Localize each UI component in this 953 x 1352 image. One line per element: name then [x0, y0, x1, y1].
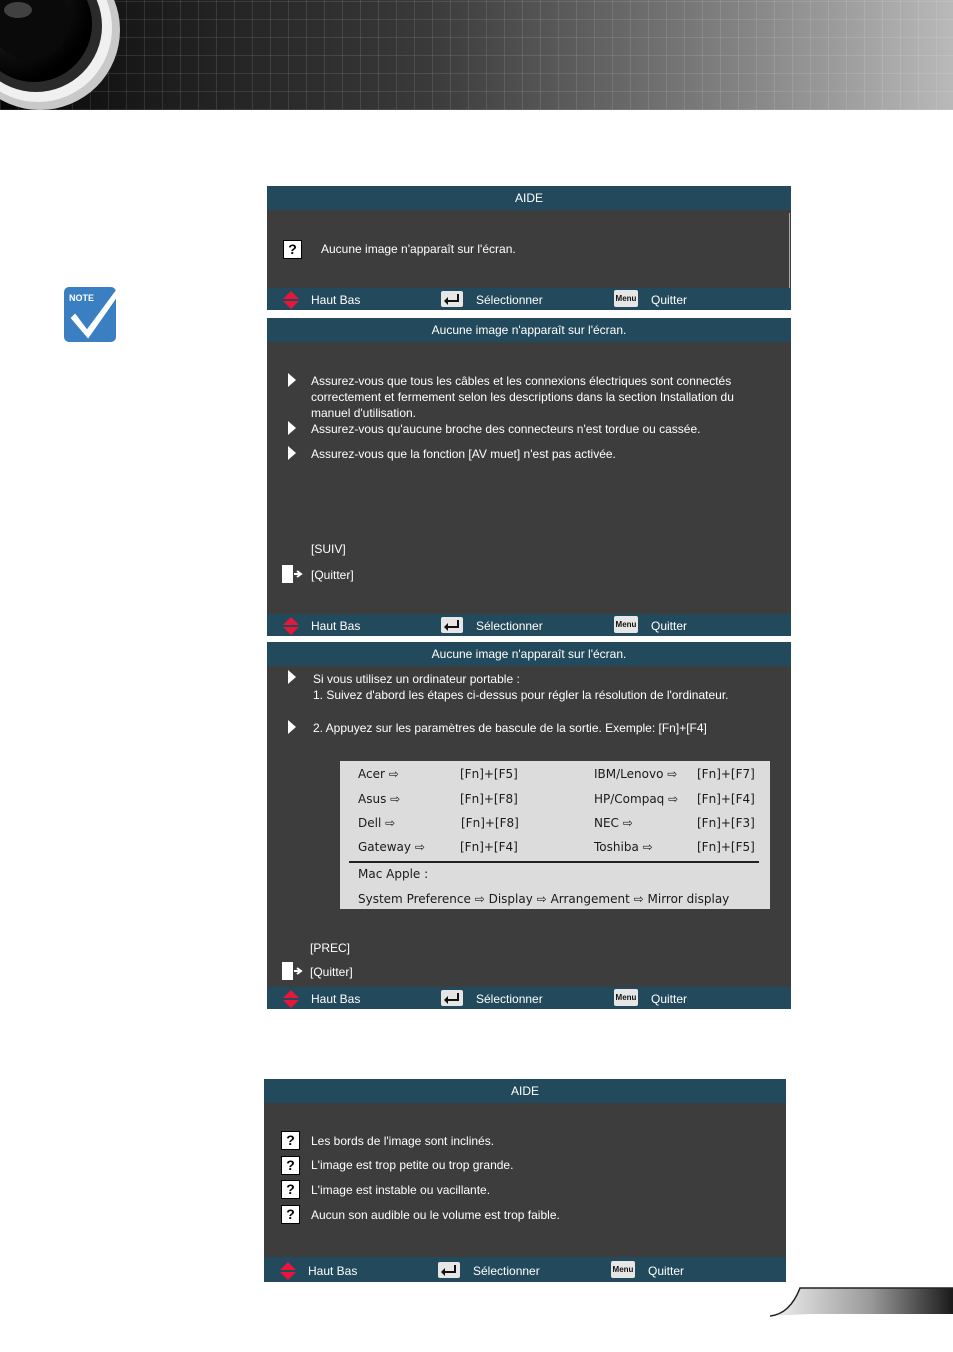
- bullet-arrow-icon: [288, 373, 296, 387]
- hotkey-table: [340, 761, 770, 909]
- menu-key-icon: Menu: [611, 1261, 635, 1278]
- bullet-arrow-icon: [288, 670, 296, 684]
- quit-link[interactable]: [Quitter]: [310, 965, 353, 979]
- table-cell: [Fn]+[F5]: [697, 840, 755, 854]
- nav-label: Haut Bas: [311, 992, 361, 1006]
- enter-key-icon: [441, 617, 463, 633]
- menu-key-icon: Menu: [614, 989, 638, 1006]
- question-icon: ?: [281, 1205, 300, 1224]
- footer-bar: [267, 987, 791, 1009]
- quit-label: Quitter: [648, 1264, 685, 1278]
- question-icon: ?: [281, 1131, 300, 1150]
- footer-bar: [267, 288, 791, 310]
- select-label: Sélectionner: [476, 619, 543, 633]
- table-cell: [Fn]+[F3]: [697, 816, 755, 830]
- up-down-icon: [283, 617, 299, 635]
- enter-key-icon: [441, 291, 463, 307]
- page-corner-tab: [770, 1284, 953, 1318]
- help-item[interactable]: Les bords de l'image sont inclinés.: [311, 1134, 495, 1148]
- quit-link[interactable]: [Quitter]: [311, 568, 354, 582]
- bullet-line: Assurez-vous que la fonction [AV muet] n'est pas activée.: [311, 447, 616, 461]
- footer-bar: [267, 614, 791, 636]
- bullet-arrow-icon: [288, 421, 296, 435]
- projector-lens-icon: [0, 0, 140, 110]
- mac-label: Mac Apple :: [358, 867, 429, 881]
- instruction-line: 2. Appuyez sur les paramètres de bascule de la sortie. Exemple: [Fn]+[F4]: [313, 721, 707, 735]
- bullet-line: Assurez-vous que tous les câbles et les connexions électriques sont connectés: [311, 374, 732, 388]
- menu-key-icon: Menu: [614, 290, 638, 307]
- no-image-panel-2: [267, 642, 791, 1009]
- panel-title: Aucune image n'apparaît sur l'écran.: [267, 642, 791, 666]
- table-cell: Asus ⇨: [358, 792, 401, 806]
- enter-key-icon: [441, 990, 463, 1006]
- header-banner: [0, 0, 953, 110]
- bullet-arrow-icon: [288, 720, 296, 734]
- exit-icon: [282, 962, 304, 980]
- quit-label: Quitter: [651, 619, 688, 633]
- help-menu-panel: [267, 186, 791, 310]
- table-divider: [349, 861, 759, 863]
- instruction-line: Si vous utilisez un ordinateur portable :: [313, 672, 520, 686]
- table-cell: NEC ⇨: [594, 816, 633, 830]
- bullet-arrow-icon: [288, 446, 296, 460]
- up-down-icon: [283, 990, 299, 1008]
- question-icon: ?: [281, 1156, 300, 1175]
- up-down-icon: [280, 1262, 296, 1280]
- help-item[interactable]: Aucun son audible ou le volume est trop faible.: [311, 1208, 560, 1222]
- question-icon: ?: [283, 240, 302, 259]
- nav-label: Haut Bas: [311, 619, 361, 633]
- table-cell: [Fn]+[F5]: [460, 767, 518, 781]
- menu-key-icon: Menu: [614, 616, 638, 633]
- table-cell: Acer ⇨: [358, 767, 399, 781]
- question-icon: ?: [281, 1180, 300, 1199]
- mac-path: System Preference ⇨ Display ⇨ Arrangement ⇨ Mirror display: [358, 892, 730, 906]
- bullet-line: manuel d'utilisation.: [311, 406, 417, 420]
- table-cell: HP/Compaq ⇨: [594, 792, 679, 806]
- table-cell: IBM/Lenovo ⇨: [594, 767, 678, 781]
- help-menu-panel-2: [264, 1079, 786, 1282]
- help-item[interactable]: Aucune image n'apparaît sur l'écran.: [321, 242, 516, 256]
- exit-icon: [282, 565, 304, 583]
- bullet-line: correctement et fermement selon les descriptions dans la section Installation du: [311, 390, 734, 404]
- bullet-line: Assurez-vous qu'aucune broche des connecteurs n'est tordue ou cassée.: [311, 422, 701, 436]
- prev-link[interactable]: [PREC]: [310, 941, 351, 955]
- table-cell: Toshiba ⇨: [594, 840, 653, 854]
- select-label: Sélectionner: [476, 293, 543, 307]
- quit-label: Quitter: [651, 992, 688, 1006]
- table-cell: [Fn]+[F7]: [697, 767, 755, 781]
- select-label: Sélectionner: [473, 1264, 540, 1278]
- instruction-line: 1. Suivez d'abord les étapes ci-dessus pour régler la résolution de l'ordinateur.: [313, 688, 729, 702]
- table-cell: Gateway ⇨: [358, 840, 425, 854]
- help-item[interactable]: L'image est instable ou vacillante.: [311, 1183, 491, 1197]
- footer-bar: [264, 1257, 786, 1282]
- note-badge-text: NOTE: [69, 293, 95, 303]
- panel-title: AIDE: [264, 1079, 786, 1103]
- table-cell: [Fn]+[F8]: [460, 792, 518, 806]
- table-cell: Dell ⇨: [358, 816, 396, 830]
- no-image-panel-1: [267, 318, 791, 636]
- table-cell: [Fn]+[F8]: [461, 816, 519, 830]
- table-cell: [Fn]+[F4]: [460, 840, 518, 854]
- scroll-divider: [789, 213, 790, 288]
- help-item[interactable]: L'image est trop petite ou trop grande.: [311, 1158, 514, 1172]
- table-cell: [Fn]+[F4]: [697, 792, 755, 806]
- nav-label: Haut Bas: [311, 293, 361, 307]
- note-check-icon: [63, 281, 127, 343]
- up-down-icon: [283, 291, 299, 309]
- next-link[interactable]: [SUIV]: [311, 542, 346, 556]
- nav-label: Haut Bas: [308, 1264, 358, 1278]
- enter-key-icon: [438, 1262, 460, 1278]
- select-label: Sélectionner: [476, 992, 543, 1006]
- quit-label: Quitter: [651, 293, 688, 307]
- panel-title: Aucune image n'apparaît sur l'écran.: [267, 318, 791, 342]
- panel-title: AIDE: [267, 186, 791, 210]
